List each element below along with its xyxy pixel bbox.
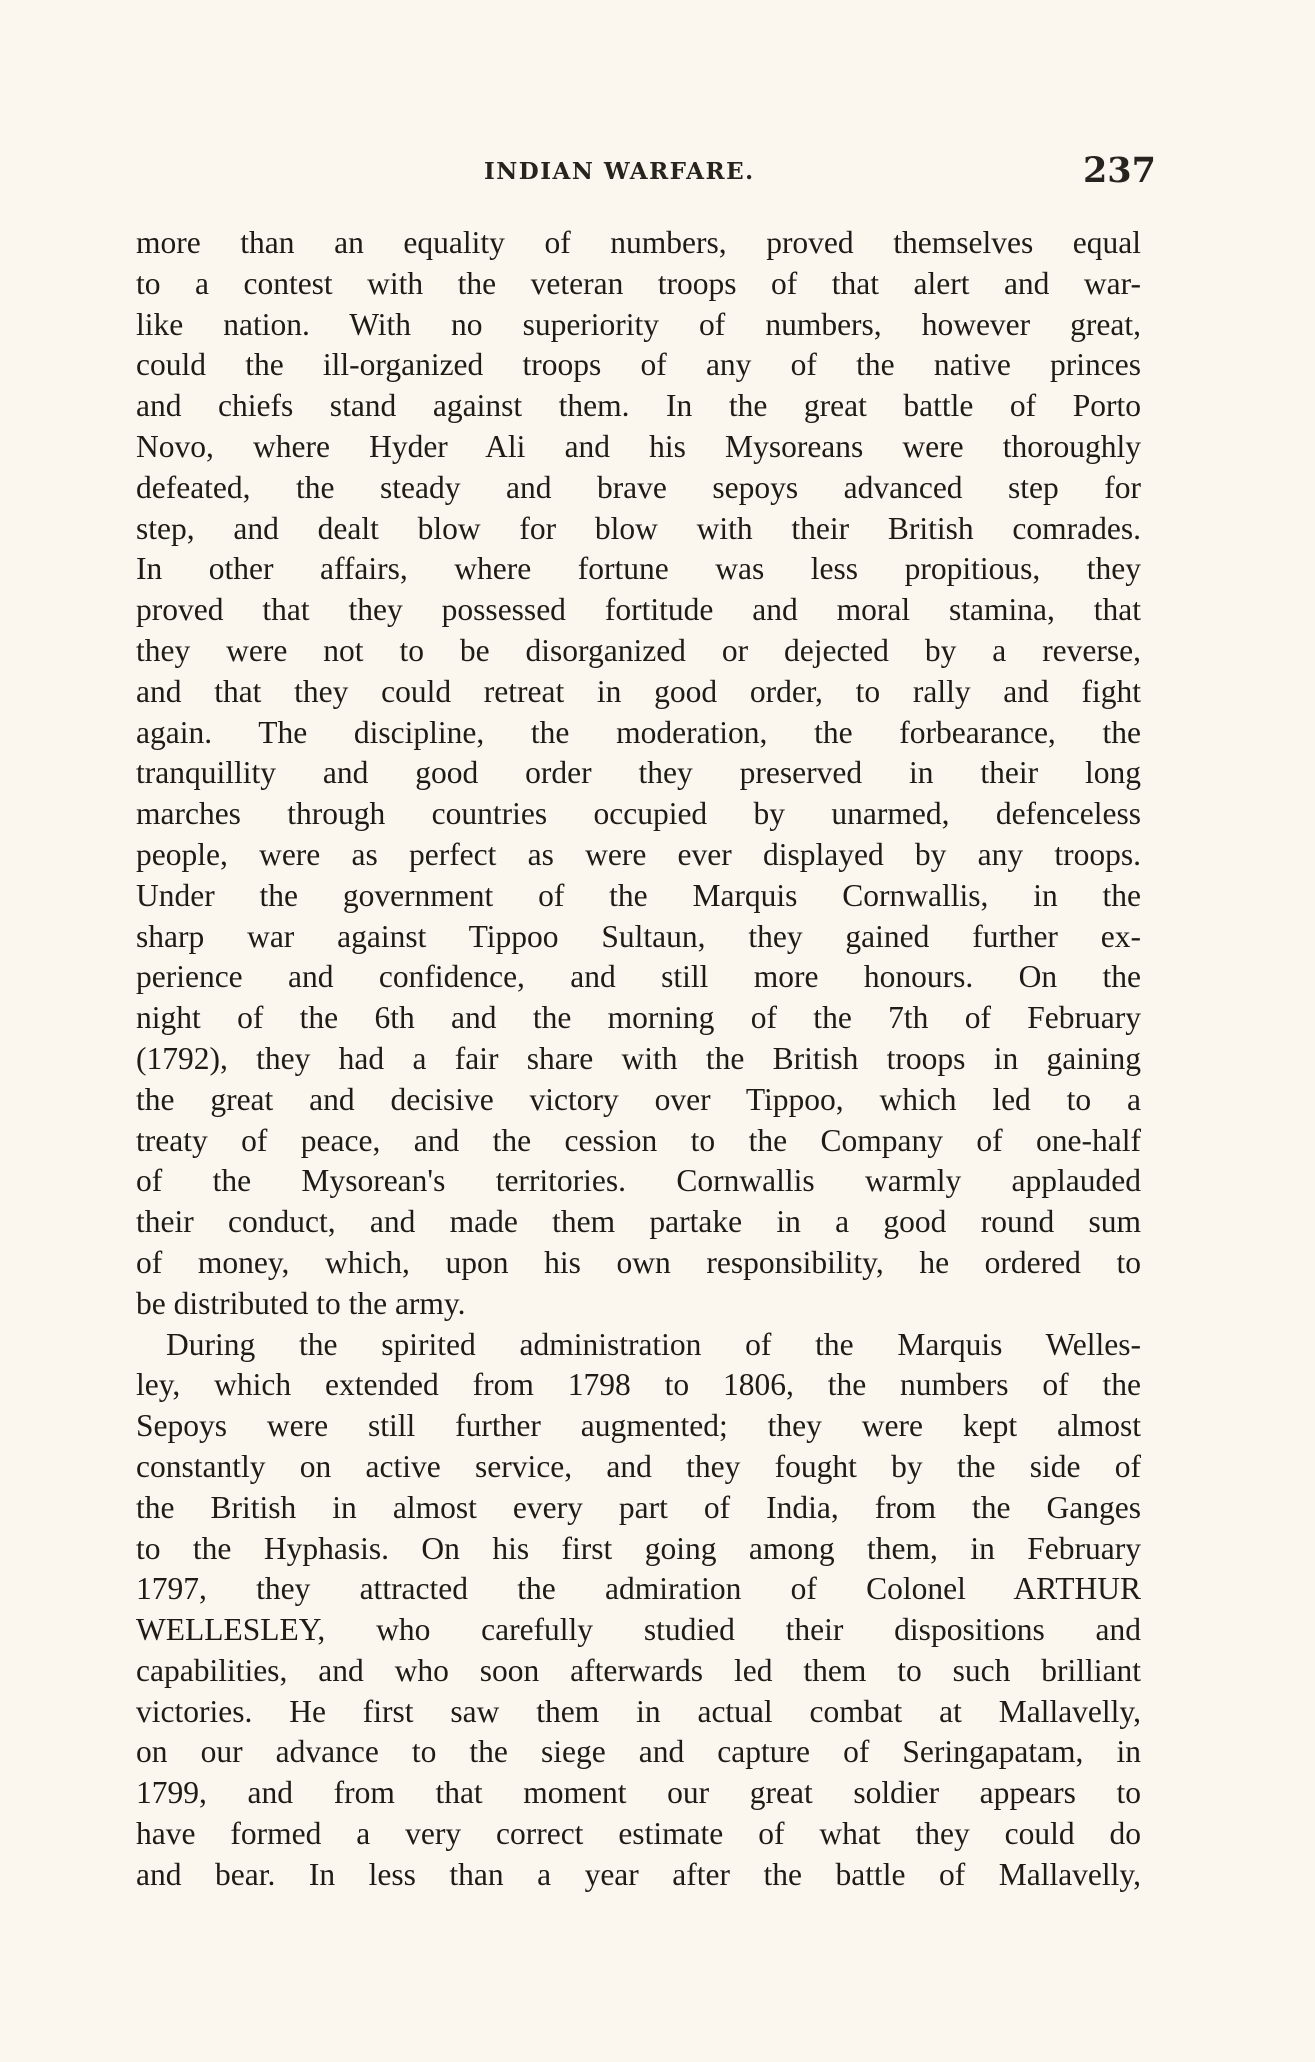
- running-head: [136, 150, 1156, 200]
- text-line: and that they could retreat in good order, to rally and fight: [136, 673, 1141, 709]
- text-line: 1799, and from that moment our great soldier appears to: [136, 1775, 1141, 1811]
- text-line: to the Hyphasis. On his first going among them, in February: [136, 1530, 1141, 1566]
- text-line: could the ill-organized troops of any of the native princes: [136, 347, 1141, 383]
- body-text: [136, 223, 1141, 1896]
- text-line: the British in almost every part of India, from the Ganges: [136, 1489, 1141, 1525]
- text-line: sharp war against Tippoo Sultaun, they gained further ex-: [136, 918, 1141, 954]
- text-line: night of the 6th and the morning of the 7th of February: [136, 1000, 1141, 1036]
- text-line: have formed a very correct estimate of what they could do: [136, 1816, 1141, 1852]
- text-line: more than an equality of numbers, proved themselves equal: [136, 225, 1141, 260]
- text-line: Sepoys were still further augmented; they were kept almost: [136, 1408, 1141, 1444]
- text-line: In other affairs, where fortune was less propitious, they: [136, 551, 1141, 587]
- text-line: again. The discipline, the moderation, the forbearance, the: [136, 714, 1141, 750]
- text-line: like nation. With no superiority of numbers, however great,: [136, 306, 1141, 342]
- text-line: on our advance to the siege and capture of Seringapatam, in: [136, 1734, 1141, 1770]
- text-line: marches through countries occupied by unarmed, defenceless: [136, 796, 1141, 832]
- text-line: step, and dealt blow for blow with their British comrades.: [136, 510, 1141, 546]
- text-line: of the Mysorean's territories. Cornwallis warmly applauded: [136, 1163, 1141, 1199]
- text-line: perience and confidence, and still more honours. On the: [136, 959, 1141, 995]
- text-line: their conduct, and made them partake in a good round sum: [136, 1204, 1141, 1240]
- text-line: Novo, where Hyder Ali and his Mysoreans were thoroughly: [136, 428, 1141, 464]
- running-title: INDIAN WARFARE.: [484, 158, 755, 185]
- text-line: ley, which extended from 1798 to 1806, the numbers of the: [136, 1367, 1141, 1403]
- text-line: people, were as perfect as were ever displayed by any troops.: [136, 836, 1141, 872]
- text-line: capabilities, and who soon afterwards led them to such brilliant: [136, 1652, 1141, 1688]
- text-line: (1792), they had a fair share with the British troops in gaining: [136, 1040, 1141, 1076]
- text-line: to a contest with the veteran troops of that alert and war-: [136, 265, 1141, 301]
- text-line: of money, which, upon his own responsibility, he ordered to: [136, 1244, 1141, 1280]
- text-line: Under the government of the Marquis Cornwallis, in the: [136, 877, 1141, 913]
- text-line: the great and decisive victory over Tippoo, which led to a: [136, 1081, 1141, 1117]
- text-line: proved that they possessed fortitude and moral stamina, that: [136, 592, 1141, 628]
- text-line: tranquillity and good order they preserved in their long: [136, 755, 1141, 791]
- text-line: victories. He first saw them in actual combat at Mallavelly,: [136, 1693, 1141, 1729]
- text-line: WELLESLEY, who carefully studied their dispositions and: [136, 1612, 1141, 1648]
- text-line: and chiefs stand against them. In the great battle of Porto: [136, 388, 1141, 424]
- paragraph-last-line: be distributed to the army.: [136, 1285, 466, 1321]
- text-line: they were not to be disorganized or dejected by a reverse,: [136, 632, 1141, 668]
- text-line: 1797, they attracted the admiration of Colonel ARTHUR: [136, 1571, 1141, 1607]
- paragraph-first-line: During the spirited administration of the Marquis Welles-: [166, 1326, 1141, 1362]
- text-line: defeated, the steady and brave sepoys advanced step for: [136, 469, 1141, 505]
- text-line: constantly on active service, and they fought by the side of: [136, 1448, 1141, 1484]
- text-line: treaty of peace, and the cession to the Company of one-half: [136, 1122, 1141, 1158]
- page-number: 237: [1082, 150, 1156, 191]
- text-line: and bear. In less than a year after the battle of Mallavelly,: [136, 1856, 1141, 1892]
